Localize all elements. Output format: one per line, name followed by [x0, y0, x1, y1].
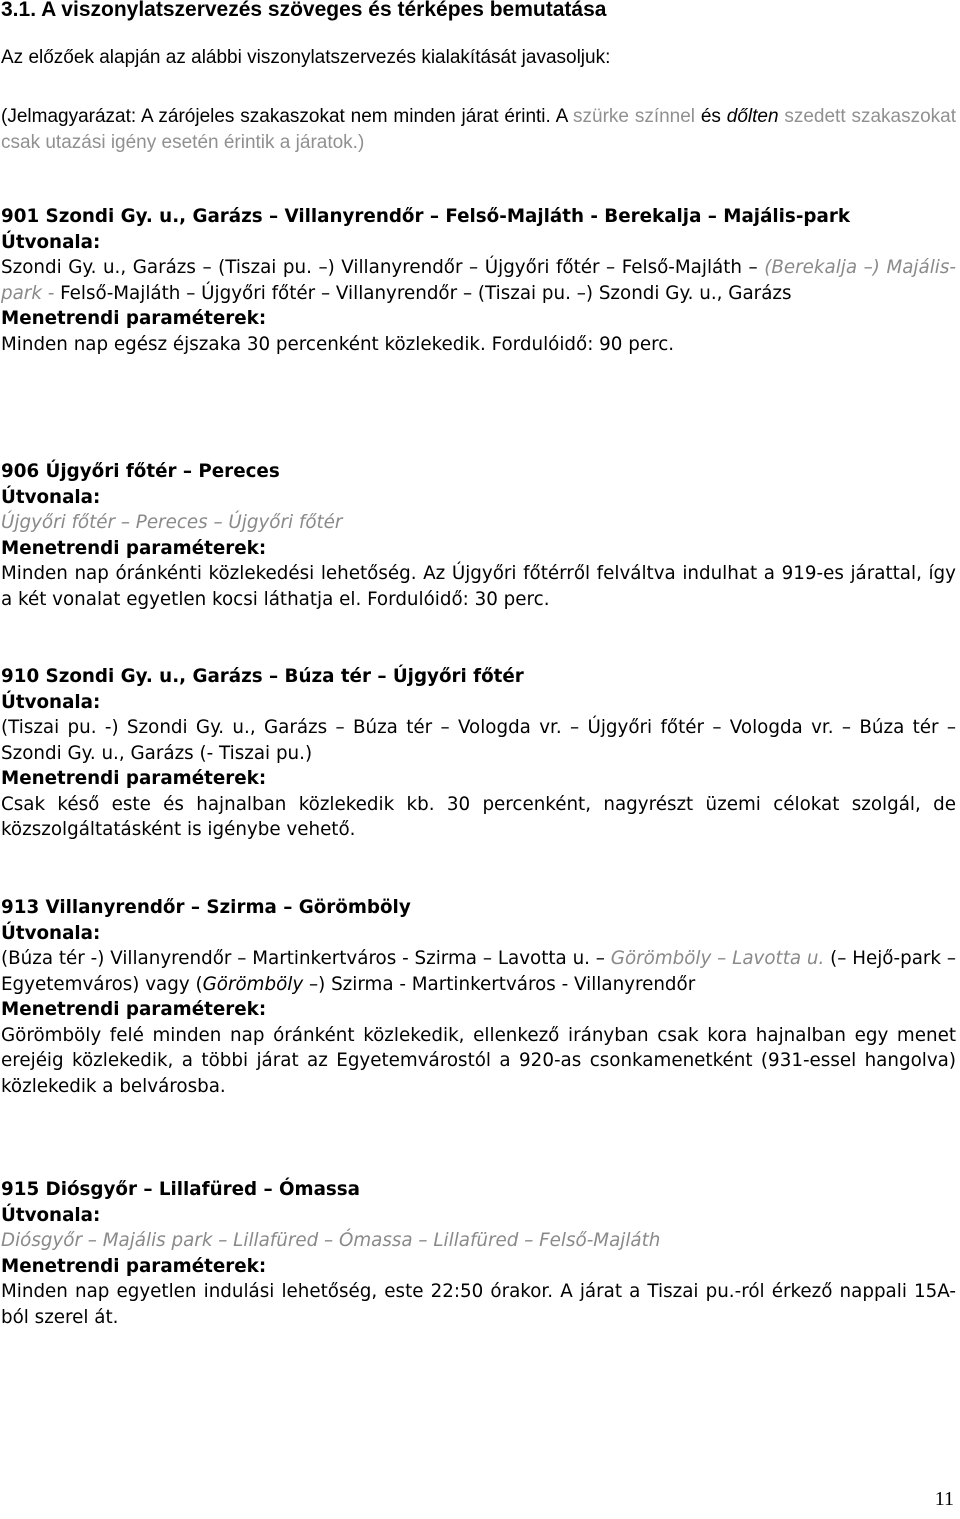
schedule-text: Görömböly felé minden nap óránként közlekedik, ellenkező irányban csak kora hajnalban egy menet erejéig közlekedik, a többi járat az Egyetemvárostól a 920-as csonkamenetként (931-essel hangolva) közlekedik a belvárosba.	[1, 1024, 956, 1097]
route-path: (Tiszai pu. -) Szondi Gy. u., Garázs – Búza tér – Vologda vr. – Újgyőri főtér – Vologda vr. – Búza tér – Szondi Gy. u., Garázs (- Tiszai pu.)	[1, 717, 956, 764]
route-910	[1, 664, 956, 843]
route-path-optional: Görömböly – Lavotta u.	[610, 948, 825, 969]
route-title: 915 Diósgyőr – Lillafüred – Ómassa	[1, 1179, 361, 1200]
route-path-italic: Görömböly	[202, 973, 304, 995]
schedule-label: Menetrendi paraméterek:	[1, 308, 267, 329]
schedule-label: Menetrendi paraméterek:	[1, 537, 267, 559]
route-path-text: (Búza tér -) Villanyrendőr – Martinkertváros - Szirma – Lavotta u. –	[1, 948, 611, 969]
route-913	[1, 895, 956, 1099]
intro-line: Az előzőek alapján az alábbi viszonylatszervezés kialakítását javasoljuk:	[1, 47, 611, 68]
route-label: Útvonala:	[1, 1204, 101, 1226]
schedule-text: Minden nap óránkénti közlekedési lehetőség. Az Újgyőri főtérről felváltva indulhat a 919-es járattal, így a két vonalat egyetlen kocsi láthatja el. Fordulóidő: 30 perc.	[1, 563, 956, 610]
route-title: 913 Villanyrendőr – Szirma – Görömböly	[1, 897, 411, 918]
schedule-text: Minden nap egyetlen indulási lehetőség, este 22:50 órakor. A járat a Tiszai pu.-ról érkező nappali 15A-ból szerel át.	[1, 1281, 956, 1328]
legend-italic-text: dőlten	[726, 106, 779, 127]
route-label: Útvonala:	[1, 922, 101, 944]
route-path-text: –) Szirma - Martinkertváros - Villanyrendőr	[303, 973, 696, 995]
route-path	[1, 255, 956, 306]
schedule-text: Minden nap egész éjszaka 30 percenként közlekedik. Fordulóidő: 90 perc.	[1, 333, 675, 355]
route-path	[1, 946, 956, 997]
route-906	[1, 459, 956, 612]
legend-text: (Jelmagyarázat: A zárójeles szakaszokat nem minden járat érinti. A	[1, 106, 574, 127]
legend-text: és	[695, 106, 727, 127]
route-title: 906 Újgyőri főtér – Pereces	[1, 461, 280, 482]
route-path-text: (– Hejő-park – Egyetemváros) vagy (	[1, 948, 956, 995]
route-label: Útvonala:	[1, 231, 101, 253]
schedule-label: Menetrendi paraméterek:	[1, 999, 267, 1020]
route-title: 910 Szondi Gy. u., Garázs – Búza tér – Újgyőri főtér	[1, 666, 524, 687]
schedule-label: Menetrendi paraméterek:	[1, 1255, 267, 1277]
section-heading: 3.1. A viszonylatszervezés szöveges és térképes bemutatása	[1, 0, 607, 21]
route-915	[1, 1177, 956, 1330]
route-title: 901 Szondi Gy. u., Garázs – Villanyrendőr – Felső-Majláth - Berekalja – Majális-park	[1, 206, 850, 227]
route-path-text: Felső-Majláth – Újgyőri főtér – Villanyrendőr – (Tiszai pu. –) Szondi Gy. u., Garázs	[54, 282, 792, 304]
legend-grey-text: szürke színnel	[573, 106, 696, 127]
route-path: Diósgyőr – Majális park – Lillafüred – Ómassa – Lillafüred – Felső-Majláth	[1, 1230, 661, 1251]
legend-grey-text: szedett szakaszokat csak utazási igény esetén érintik a járatok.)	[1, 106, 956, 153]
route-path-text: Szondi Gy. u., Garázs – (Tiszai pu. –) Villanyrendőr – Újgyőri főtér – Felső-Majláth –	[1, 257, 765, 278]
route-label: Útvonala:	[1, 486, 101, 508]
page-number: 11	[934, 1488, 954, 1510]
schedule-label: Menetrendi paraméterek:	[1, 768, 267, 789]
schedule-text: Csak késő este és hajnalban közlekedik kb. 30 percenként, nagyrészt üzemi célokat szolgál, de közszolgáltatásként is igénybe vehető.	[1, 793, 956, 840]
route-path: Újgyőri főtér – Pereces – Újgyőri főtér	[1, 512, 343, 533]
route-label: Útvonala:	[1, 691, 101, 713]
legend-paragraph	[1, 104, 956, 156]
route-path-optional: (Berekalja –) Majális-park -	[1, 257, 956, 304]
route-901	[1, 204, 956, 357]
